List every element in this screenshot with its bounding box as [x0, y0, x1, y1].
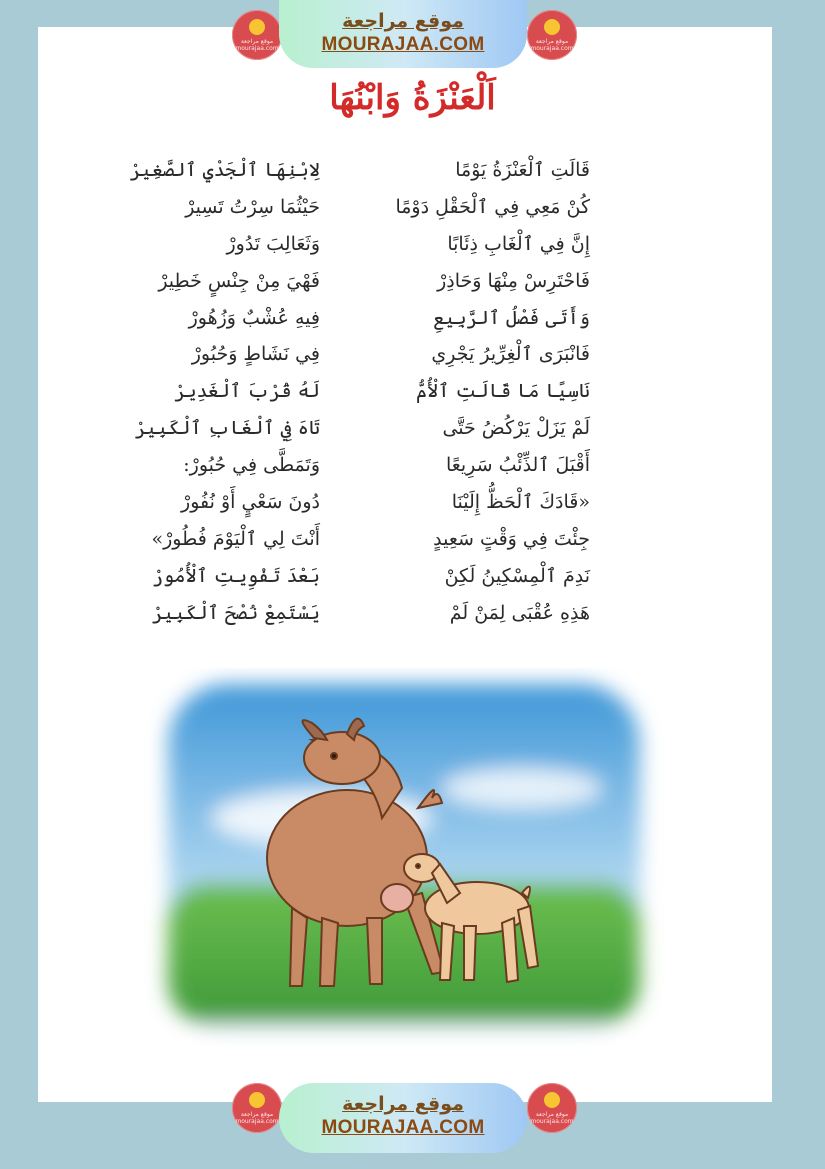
logo-emblem-icon: [544, 1092, 560, 1108]
poem-line: أَنْتَ لِي ٱلْيَوْمَ فُطُورْ»: [151, 527, 320, 550]
poem-right-column: [395, 152, 590, 632]
poem-line: يَسْتَمِعْ نُصْحَ ٱلْكَبِيرْ: [152, 601, 320, 624]
poem-line: فِي نَشَاطٍ وَحُبُورْ: [191, 343, 320, 366]
poem-line: فَاحْتَرِسْ مِنْهَا وَحَاذِرْ: [437, 269, 590, 292]
logo-caption: موقع مراجعة mourajaa.com: [235, 38, 279, 52]
site-name-ar: موقع مراجعة: [342, 1093, 464, 1115]
logo-icon[interactable]: [232, 10, 282, 60]
poem-line: فَانْبَرَى ٱلْغِرِّيرُ يَجْرِي: [431, 343, 590, 366]
site-link-top[interactable]: [279, 0, 527, 68]
page-title: اَلْعَنْزَةُ وَابْنُهَا: [329, 78, 496, 118]
logo-icon[interactable]: [232, 1083, 282, 1133]
logo-emblem-icon: [249, 19, 265, 35]
poem-line: وَأَتَى فَصْلُ ٱلرَّبِيعِ: [433, 306, 590, 329]
site-name-ar: موقع مراجعة: [342, 10, 464, 32]
poem-line: إِنَّ فِي ٱلْغَابِ ذِئَابًا: [447, 232, 590, 255]
poem-line: كُنْ مَعِي فِي ٱلْحَقْلِ دَوْمًا: [395, 195, 590, 218]
poem-line: لِابْنِهَا ٱلْجَدْيِ ٱلصَّغِيرْ: [129, 159, 320, 181]
poem-line: تَاهَ فِي ٱلْغَابِ ٱلْكَبِيرْ: [134, 417, 320, 440]
poem-line: قَالَتِ ٱلْعَنْزَةُ يَوْمًا: [455, 159, 590, 181]
poem-line: لَمْ يَزَلْ يَرْكُضُ حَتَّى: [442, 417, 590, 440]
poem-line: وَتَمَطَّى فِي حُبُورْ:: [183, 454, 320, 477]
poem-line: هَذِهِ عُقْبَى لِمَنْ لَمْ: [449, 601, 590, 624]
poem-line: فَهْيَ مِنْ جِنْسٍ خَطِيرْ: [158, 269, 320, 292]
site-link-bottom[interactable]: [279, 1083, 527, 1153]
poem-left-column: [129, 152, 320, 632]
logo-caption: موقع مراجعة mourajaa.com: [530, 1111, 574, 1125]
poem-line: أَقْبَلَ ٱلذِّئْبُ سَرِيعًا: [445, 454, 590, 477]
site-name-en: MOURAJAA.COM: [321, 34, 485, 55]
goat-and-kid-illustration: [142, 668, 666, 1048]
site-name-en: MOURAJAA.COM: [321, 1117, 485, 1138]
poem-line: حَيْثُمَا سِرْتُ تَسِيرْ: [185, 195, 320, 218]
logo-caption: موقع مراجعة mourajaa.com: [235, 1111, 279, 1125]
logo-caption: موقع مراجعة mourajaa.com: [530, 38, 574, 52]
poem-line: لَهُ قُرْبَ ٱلْغَدِيرْ: [174, 380, 320, 403]
poem-line: فِيهِ عُشْبٌ وَزُهُورْ: [188, 306, 320, 329]
logo-icon[interactable]: [527, 10, 577, 60]
poem-line: نَاسِيًا مَا قَالَتِ ٱلْأُمُّ: [416, 380, 590, 403]
poem-line: بَعْدَ تَفْوِيتِ ٱلْأُمُورْ: [152, 564, 320, 587]
poem-line: وَثَعَالِبَ تَدُورْ: [226, 232, 320, 255]
poem-line: دُونَ سَعْيٍ أَوْ نُفُورْ: [181, 491, 320, 514]
poem-line: نَدِمَ ٱلْمِسْكِينُ لَكِنْ: [444, 564, 590, 587]
logo-emblem-icon: [249, 1092, 265, 1108]
logo-emblem-icon: [544, 19, 560, 35]
poem-line: جِئْتَ فِي وَقْتٍ سَعِيدٍ: [433, 527, 590, 550]
poem-line: «قَادَكَ ٱلْحَظُّ إِلَيْنَا: [451, 491, 590, 514]
logo-icon[interactable]: [527, 1083, 577, 1133]
